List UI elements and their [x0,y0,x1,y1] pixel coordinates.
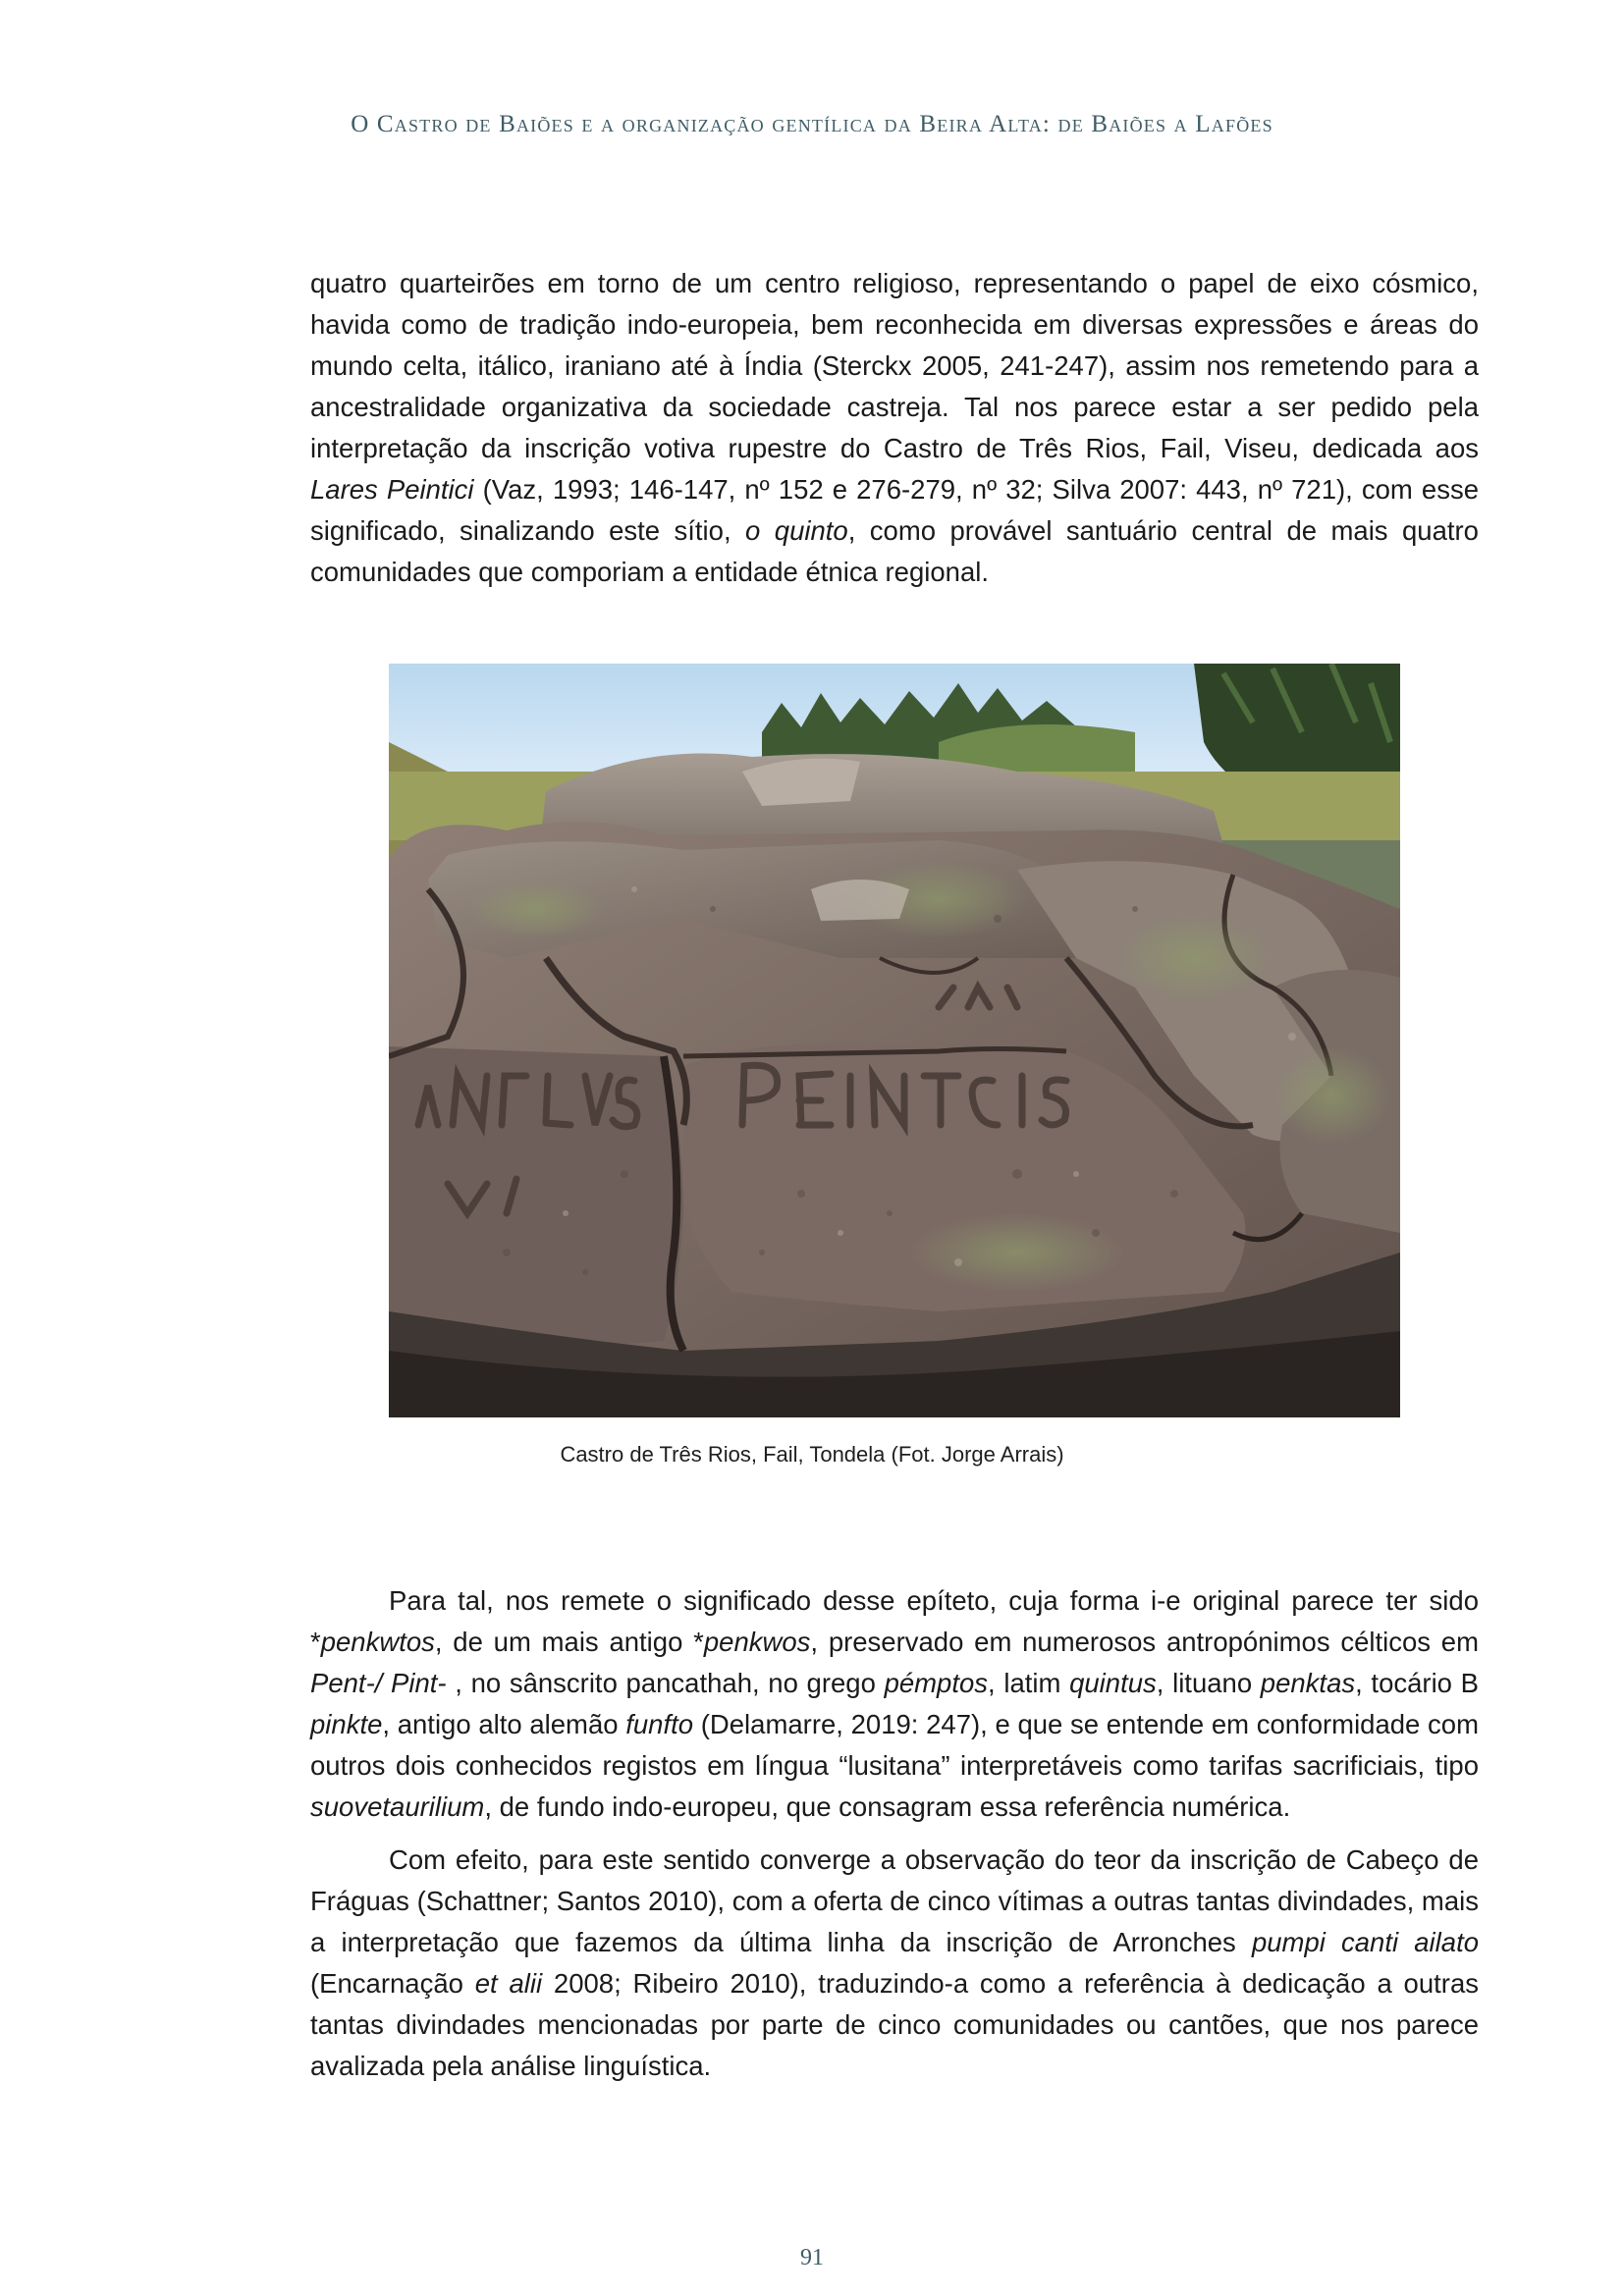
body-text-top [310,263,1479,593]
figure-caption: Castro de Três Rios, Fail, Tondela (Fot. Jorge Arrais) [560,1442,1064,1467]
running-header: O Castro de Baiões e a organização gentílica da Beira Alta: de Baiões a Lafões [351,111,1273,137]
figure-photo [389,664,1400,1417]
paragraph-2: Para tal, nos remete o significado desse epíteto, cuja forma i-e original parece ter sido *penkwtos, de um mais antigo *penkwos, preservado em numerosos antropónimos célticos em Pent-/ Pint- , no sânscrito pancathah, no grego pémptos, latim quintus, lituano penktas, tocário B pinkte, antigo alto alemão funfto (Delamarre, 2019: 247), e que se entende em conformidade com outros dois conhecidos registos em língua “lusitana” interpretáveis como tarifas sacrificiais, tipo suovetaurilium, de fundo indo-europeu, que consagram essa referência numérica. [310,1585,1479,1822]
page-number: 91 [800,2245,824,2270]
rock-inscription-photo [389,664,1400,1417]
paragraph-1: quatro quarteirões em torno de um centro religioso, representando o papel de eixo cósmico, havida como de tradição indo-europeia, bem reconhecida em diversas expressões e áreas do mundo celta, itálico, iraniano até à Índia (Sterckx 2005, 241-247), assim nos remetendo para a ancestralidade organizativa da sociedade castreja. Tal nos parece estar a ser pedido pela interpretação da inscrição votiva rupestre do Castro de Três Rios, Fail, Viseu, dedicada aos Lares Peintici (Vaz, 1993; 146-147, nº 152 e 276-279, nº 32; Silva 2007: 443, nº 721), com esse significado, sinalizando este sítio, o quinto, como provável santuário central de mais quatro comunidades que comporiam a entidade étnica regional. [310,268,1479,587]
paragraph-3: Com efeito, para este sentido converge a observação do teor da inscrição de Cabeço de Fráguas (Schattner; Santos 2010), com a oferta de cinco vítimas a outras tantas divindades, mais a interpretação que fazemos da última linha da inscrição de Arronches pumpi canti ailato (Encarnação et alii 2008; Ribeiro 2010), traduzindo-a como a referência à dedicação a outras tantas divindades mencionadas por parte de cinco comunidades ou cantões, que nos parece avalizada pela análise linguística. [310,1844,1480,2081]
body-text-bottom [310,1580,1479,2087]
